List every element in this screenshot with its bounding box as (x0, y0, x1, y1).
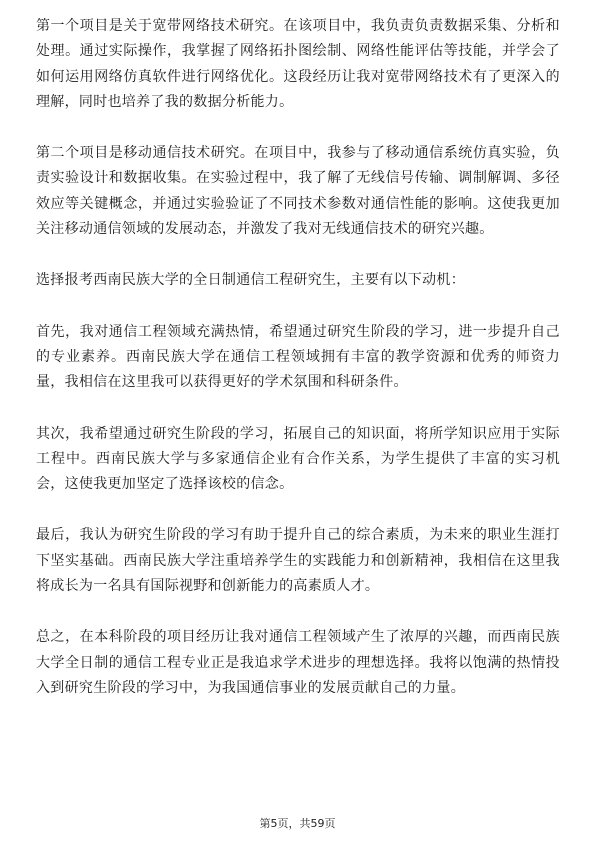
paragraph-first-reason: 首先，我对通信工程领域充满热情，希望通过研究生阶段的学习，进一步提升自己的专业素养。西南民族大学在通信工程领域拥有丰富的教学资源和优秀的师资力量，我相信在这里我可以获得更好的学术氛围和科研条件。 (36, 323, 560, 391)
paragraph-gap (36, 396, 560, 422)
paragraph-gap (36, 115, 560, 141)
paragraph-conclusion: 总之，在本科阶段的项目经历让我对通信工程领域产生了浓厚的兴趣，而西南民族大学全日制的通信工程专业正是我追求学术进步的理想选择。我将以饱满的热情投入到研究生阶段的学习中，为我国通信事业的发展贡献自己的力量。 (36, 629, 560, 696)
paragraph-second-reason: 其次，我希望通过研究生阶段的学习，拓展自己的知识面，将所学知识应用于实际工程中。西南民族大学与多家通信企业有合作关系，为学生提供了丰富的实习机会，这使我更加坚定了选择该校的信念。 (36, 425, 560, 493)
paragraph-gap (36, 294, 560, 320)
paragraph-motivation-intro: 选择报考西南民族大学的全日制通信工程研究生，主要有以下动机： (36, 272, 465, 289)
paragraph-third-reason: 最后，我认为研究生阶段的学习有助于提升自己的综合素质，为未来的职业生涯打下坚实基础。西南民族大学注重培养学生的实践能力和创新精神，我相信在这里我将成长为一名具有国际视野和创新能力的高素质人才。 (36, 527, 560, 595)
page-number: 第5页，共59页 (259, 817, 336, 830)
paragraph-gap (36, 242, 560, 268)
paragraph-project-two: 第二个项目是移动通信技术研究。在项目中，我参与了移动通信系统仿真实验，负责实验设计和数据收集。在实验过程中，我了解了无线信号传输、调制解调、多径效应等关键概念，并通过实验验证了不同技术参数对通信性能的影响。这使我更加关注移动通信领域的发展动态，并激发了我对无线通信技术的研究兴趣。 (36, 145, 560, 238)
paragraph-gap (36, 599, 560, 625)
paragraph-project-one: 第一个项目是关于宽带网络技术研究。在该项目中，我负责负责数据采集、分析和处理。通过实际操作，我掌握了网络拓扑图绘制、网络性能评估等技能，并学会了如何运用网络仿真软件进行网络优化。这段经历让我对宽带网络技术有了更深入的理解，同时也培养了我的数据分析能力。 (36, 18, 560, 110)
paragraph-gap (36, 497, 560, 523)
document-body (36, 14, 560, 701)
